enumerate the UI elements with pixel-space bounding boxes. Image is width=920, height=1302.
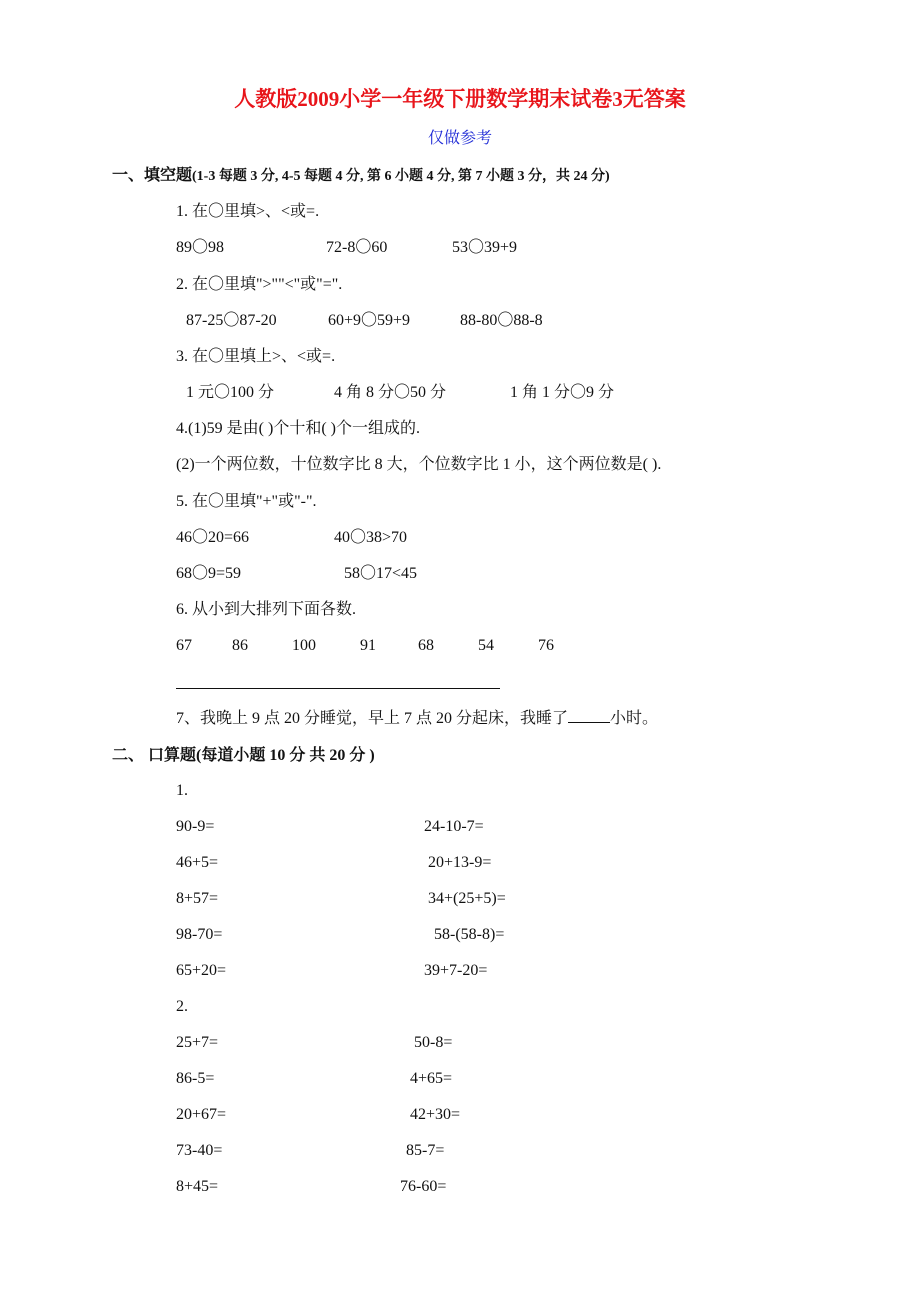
q6-answer-line [176, 688, 500, 689]
q2-prompt: 2. 在〇里填">""<"或"=". [176, 276, 343, 293]
q1-prompt: 1. 在〇里填>、<或=. [176, 203, 320, 220]
part1-left-item: 8+57= [176, 890, 219, 907]
q3-item: 1 元〇100 分 [186, 384, 275, 401]
q5-item: 68〇9=59 [176, 565, 242, 582]
part2-right-item: 85-7= [406, 1142, 445, 1159]
part2-left-item: 86-5= [176, 1070, 215, 1087]
part1-label: 1. [176, 782, 188, 799]
q6-number: 68 [418, 637, 434, 654]
q7-text-before: 7、我晚上 9 点 20 分睡觉，早上 7 点 20 分起床，我睡了 [176, 710, 569, 727]
section2-heading [112, 746, 375, 766]
q6-prompt: 6. 从小到大排列下面各数. [176, 601, 357, 618]
q3-item: 1 角 1 分〇9 分 [510, 384, 615, 401]
section2-detail: (每道小题 10 分 共 20 分 ) [196, 747, 375, 764]
part1-left-item: 65+20= [176, 962, 227, 979]
q6-number: 86 [232, 637, 248, 654]
q5-item: 40〇38>70 [334, 529, 408, 546]
part2-left-item: 8+45= [176, 1178, 219, 1195]
section1-title: 一、填空题 [112, 167, 193, 184]
q5-item: 46〇20=66 [176, 529, 250, 546]
page-subtitle: 仅做参考 [427, 128, 492, 147]
part1-right-item: 20+13-9= [428, 854, 492, 871]
part2-right-item: 76-60= [400, 1178, 447, 1195]
q2-item: 88-80〇88-8 [460, 312, 543, 329]
part2-right-item: 4+65= [410, 1070, 453, 1087]
q7-answer-blank [568, 708, 610, 723]
part2-right-item: 42+30= [410, 1106, 461, 1123]
part1-left-item: 46+5= [176, 854, 219, 871]
q5-prompt: 5. 在〇里填"+"或"-". [176, 493, 317, 510]
q3-item: 4 角 8 分〇50 分 [334, 384, 447, 401]
part2-left-item: 20+67= [176, 1106, 227, 1123]
part1-left-item: 90-9= [176, 818, 215, 835]
q2-item: 60+9〇59+9 [328, 312, 411, 329]
q6-number: 100 [292, 637, 316, 654]
q4-line2: (2)一个两位数，十位数字比 8 大，个位数字比 1 小，这个两位数是( ). [176, 456, 662, 473]
part1-left-item: 98-70= [176, 926, 223, 943]
q6-number: 67 [176, 637, 192, 654]
q6-number: 54 [478, 637, 494, 654]
page-title: 人教版2009小学一年级下册数学期末试卷3无答案 [234, 87, 686, 111]
part2-left-item: 25+7= [176, 1034, 219, 1051]
part1-right-item: 34+(25+5)= [428, 890, 506, 907]
q3-prompt: 3. 在〇里填上>、<或=. [176, 348, 336, 365]
section2-title: 二、 口算题 [112, 747, 197, 764]
part1-right-item: 24-10-7= [424, 818, 484, 835]
q2-item: 87-25〇87-20 [186, 312, 277, 329]
q7-text-after: 小时。 [610, 710, 659, 727]
part2-label: 2. [176, 998, 188, 1015]
section1-heading [112, 166, 610, 187]
q1-item: 89〇98 [176, 239, 225, 256]
q7-line [176, 708, 658, 729]
part2-right-item: 50-8= [414, 1034, 453, 1051]
part2-left-item: 73-40= [176, 1142, 223, 1159]
q6-number: 76 [538, 637, 554, 654]
q6-number: 91 [360, 637, 376, 654]
section1-detail: (1-3 每题 3 分, 4-5 每题 4 分, 第 6 小题 4 分, 第 7 小题 3 分，共 24 分) [192, 169, 610, 184]
part1-right-item: 39+7-20= [424, 962, 488, 979]
q4-line1: 4.(1)59 是由( )个十和( )个一组成的. [176, 420, 420, 437]
q5-item: 58〇17<45 [344, 565, 418, 582]
q1-item: 72-8〇60 [326, 239, 388, 256]
part1-right-item: 58-(58-8)= [434, 926, 505, 943]
q1-item: 53〇39+9 [452, 239, 518, 256]
